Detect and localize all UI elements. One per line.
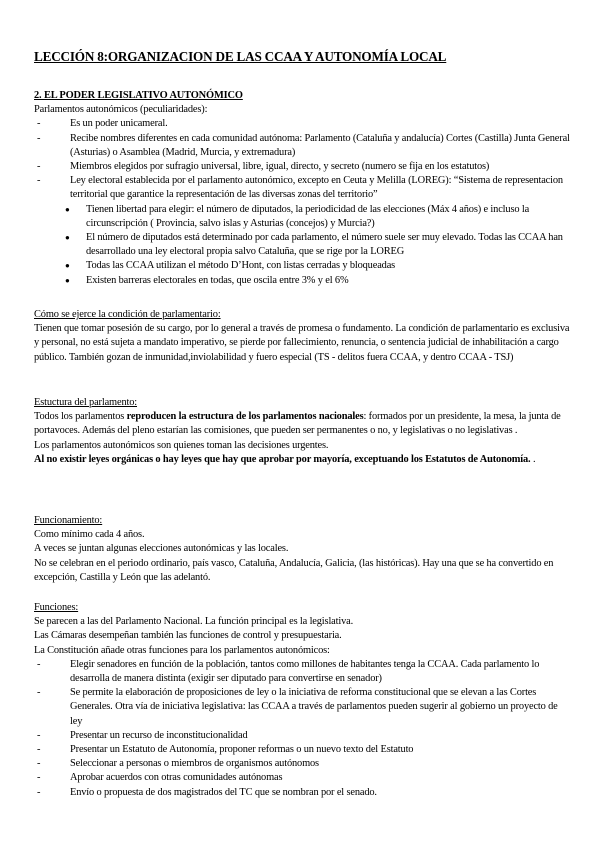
paragraph (34, 410, 570, 438)
bullet-sublist (34, 203, 570, 288)
list-item: - Miembros elegidos por sufragio universal, libre, igual, directo, y secreto (numero se fija en los estatutos) (34, 160, 570, 174)
section-funciones (34, 601, 570, 800)
section-condicion-parlamentario (34, 308, 570, 365)
section-poder-legislativo (34, 89, 570, 288)
paragraph (34, 453, 570, 467)
bold-text: Al no existir leyes orgánicas o hay leyes que hay que aprobar por mayoría, exceptuando los Estatutos de Autonomía. (34, 453, 531, 465)
list-item: - Presentar un recurso de inconstitucionalidad (34, 729, 570, 743)
list-item: - Envío o propuesta de dos magistrados del TC que se nombran por el senado. (34, 786, 570, 800)
dash-list (34, 117, 570, 202)
list-item: - Ley electoral establecida por el parlamento autonómico, excepto en Ceuta y Melilla (LOREG): “Sistema de representacion territorial que garantice la representación de las diversas zonas del territorio” (34, 174, 570, 202)
sublist-item: ● Todas las CCAA utilizan el método D’Hont, con listas cerradas y bloqueadas (34, 259, 570, 273)
section-heading: Cómo se ejerce la condición de parlamentario: (34, 309, 221, 320)
section-heading: Estuctura del parlamento: (34, 397, 138, 408)
page-title: LECCIÓN 8:ORGANIZACION DE LAS CCAA Y AUTONOMÍA LOCAL (34, 49, 447, 64)
list-item: - Seleccionar a personas o miembros de organismos autónomos (34, 757, 570, 771)
list-item: - Se permite la elaboración de proposiciones de ley o la iniciativa de reforma constitucional que se elevan a las Cortes Generales. Otra vía de iniciativa legislativa: las CCAA a través de parlamentos pueden sugerir al gobierno un proyecto de ley (34, 686, 570, 729)
section-heading: 2. EL PODER LEGISLATIVO AUTONÓMICO (34, 90, 243, 101)
paragraph: Se parecen a las del Parlamento Nacional. La función principal es la legislativa. (34, 616, 354, 628)
bold-text: reproducen la estructura de los parlamentos nacionales (126, 411, 364, 423)
paragraph: Los parlamentos autonómicos son quienes toman las decisiones urgentes. (34, 439, 329, 451)
sublist-item: ● El número de diputados está determinado por cada parlamento, el número suele ser muy elevado. Todas las CCAA han desarrollado una ley electoral propia salvo Cataluña, que se rige por la LOREG (34, 231, 570, 259)
section-intro: Parlamentos autonómicos (peculiaridades): (34, 104, 208, 116)
paragraph: Tienen que tomar posesión de su cargo, por lo general a través de promesa o fundamento. La condición de parlamentario es exclusiva y personal, no está sujeta a mandato imperativo, se pierde por fallecimiento, renuncia, o sentencia judicial de inhabilitación a cargo público. También gozan de inmunidad,inviolabilidad y fuero especial (TS - delitos fuera CCAA, y dentro CCAA - TSJ) (34, 323, 570, 363)
section-heading: Funcionamiento: (34, 515, 103, 526)
text-run: . (530, 453, 536, 465)
section-estructura (34, 396, 570, 467)
paragraph: A veces se juntan algunas elecciones autonómicas y las locales. (34, 543, 289, 555)
text-run: : formados por un presidente, la mesa, la junta de portavoces. Además del pleno estarían las comisiones, que pueden ser permanentes o no, y legislativas o no legislativas . (34, 411, 561, 437)
list-item: - Presentar un Estatuto de Autonomía, proponer reformas o un nuevo texto del Estatuto (34, 743, 570, 757)
list-item: - Elegir senadores en función de la población, tantos como millones de habitantes tenga la CCAA. Cada parlamento lo desarrolla de manera distinta (exigir ser diputado para convertirse en senador) (34, 658, 570, 686)
sublist-item: ● Tienen libertad para elegir: el número de diputados, la periodicidad de las elecciones (Máx 4 años) e incluso la circunscripción ( Provincia, salvo islas y Asturias (concejos) y Murcia?) (34, 203, 570, 231)
list-item: - Aprobar acuerdos con otras comunidades autónomas (34, 771, 570, 785)
paragraph: Como mínimo cada 4 años. (34, 529, 145, 541)
paragraph: La Constitución añade otras funciones para los parlamentos autonómicos: (34, 644, 330, 656)
text-run: Todos los parlamentos (34, 411, 127, 423)
section-funcionamiento (34, 514, 570, 585)
sublist-item: ● Existen barreras electorales en todas, que oscila entre 3% y el 6% (34, 274, 570, 288)
section-heading: Funciones: (34, 602, 79, 613)
paragraph: No se celebran en el periodo ordinario, país vasco, Cataluña, Andalucía, Galicia, (las históricas). Hay una que se ha convertido en excepción, Castilla y León que las adelantó. (34, 557, 554, 583)
dash-list (34, 658, 570, 800)
paragraph: Las Cámaras desempeñan también las funciones de control y presupuestaria. (34, 630, 342, 642)
list-item: - Es un poder unicameral. (34, 117, 570, 131)
list-item: - Recibe nombres diferentes en cada comunidad autónoma: Parlamento (Cataluña y andalucía) Cortes (Castilla) Junta General (Asturias) o Asamblea (Madrid, Murcia, y extremadura) (34, 132, 570, 160)
